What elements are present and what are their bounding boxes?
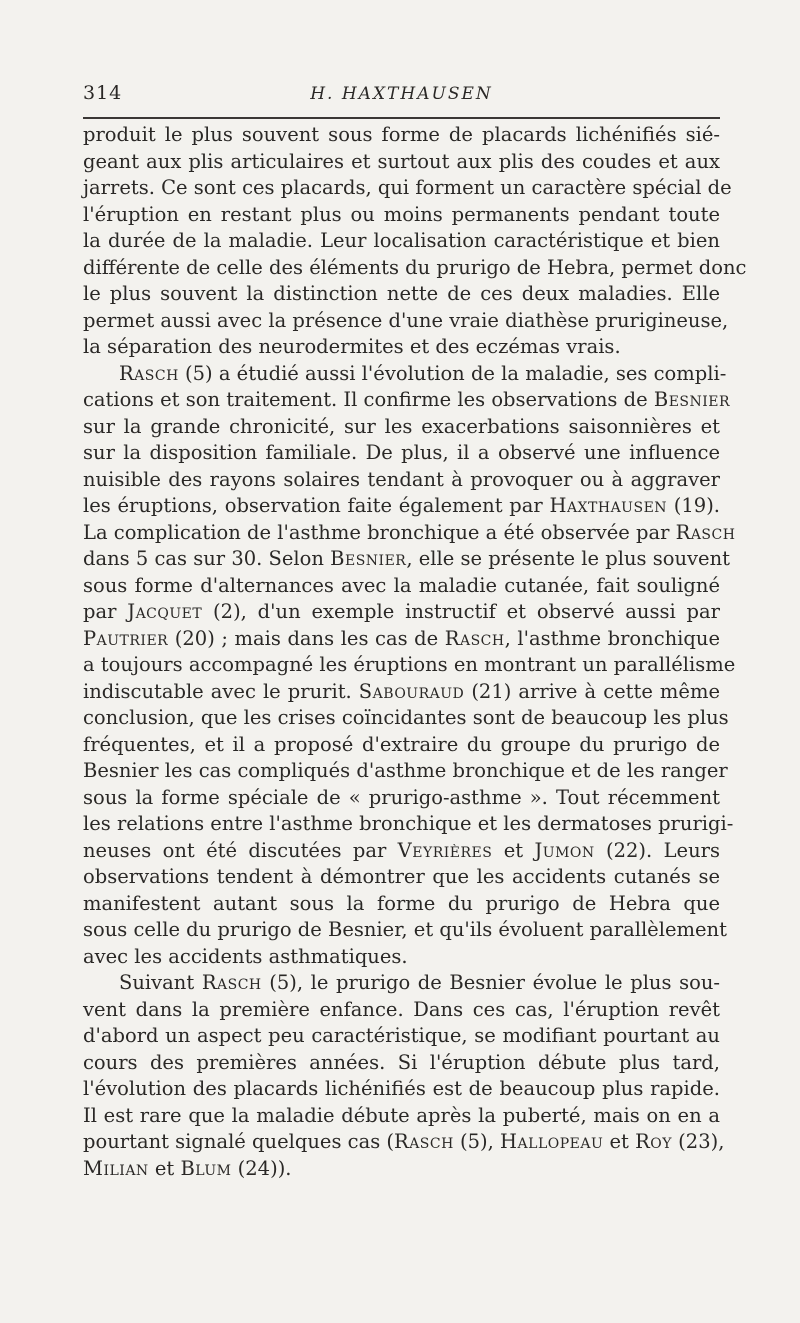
text-line <box>83 1156 720 1183</box>
text-segment: (5), le prurigo de Besnier évolue le plus sou- <box>261 971 720 994</box>
text-segment: observations tendent à démontrer que les accidents cutanés se <box>83 865 720 888</box>
text-line <box>83 758 728 785</box>
text-line <box>83 281 720 308</box>
text-line <box>83 679 720 706</box>
text-line <box>83 175 732 202</box>
author-name: Sabouraud <box>358 679 465 703</box>
text-line <box>83 228 720 255</box>
running-title: H. HAXTHAUSEN <box>310 84 493 104</box>
text-line <box>83 149 720 176</box>
text-segment: sous la forme spéciale de « prurigo-asthme ». Tout récemment <box>83 785 720 809</box>
text-line <box>83 520 736 547</box>
text-segment: (20) ; mais dans les cas de <box>168 626 445 650</box>
running-head <box>83 82 720 112</box>
text-line <box>83 202 720 229</box>
text-segment: les relations entre l'asthme bronchique et les dermatoses prurigi- <box>83 812 734 835</box>
text-segment: la séparation des neurodermites et des eczémas vrais. <box>83 335 621 358</box>
text-segment: et <box>492 838 535 862</box>
text-segment: dans 5 cas sur 30. Selon <box>83 547 331 570</box>
text-segment: et <box>603 1130 636 1153</box>
author-name: Jacquet <box>127 600 203 623</box>
text-segment: d'abord un aspect peu caractéristique, se modifiant pourtant au <box>83 1024 720 1047</box>
text-segment: La complication de l'asthme bronchique a été observée par <box>83 520 676 544</box>
text-segment: (23), <box>671 1130 725 1153</box>
text-segment: vent dans la première enfance. Dans ces cas, l'éruption revêt <box>83 997 720 1021</box>
text-line <box>83 1103 720 1130</box>
text-segment: , l'asthme bronchique <box>504 626 720 650</box>
text-line <box>83 626 720 653</box>
text-segment: la durée de la maladie. Leur localisation caractéristique et bien <box>83 229 720 252</box>
text-segment: différente de celle des éléments du prurigo de Hebra, permet donc <box>83 255 747 279</box>
author-name: Blum <box>180 1156 232 1180</box>
text-segment: cations et son traitement. Il confirme les observations de <box>83 388 654 411</box>
page-number: 314 <box>83 82 123 104</box>
text-segment: Il est rare que la maladie débute après la puberté, mais on en a <box>83 1103 720 1127</box>
text-segment: sur la grande chronicité, sur les exacerbations saisonnières et <box>83 414 720 438</box>
text-segment: les éruptions, observation faite également par <box>83 494 550 517</box>
text-line <box>83 838 720 865</box>
text-segment: (21) arrive à cette même <box>464 679 720 703</box>
author-name: Hallopeau <box>500 1130 604 1153</box>
text-line <box>83 891 720 918</box>
text-line <box>83 546 730 573</box>
text-segment: , elle se présente le plus souvent <box>406 547 730 570</box>
text-segment: (19). <box>667 494 720 517</box>
text-line <box>83 1023 720 1050</box>
text-line <box>83 573 720 600</box>
text-segment: pourtant signalé quelques cas ( <box>83 1130 395 1153</box>
text-segment: fréquentes, et il a proposé d'extraire du groupe du prurigo de <box>83 732 720 756</box>
text-line <box>83 387 731 414</box>
text-line <box>83 785 720 812</box>
text-segment: l'évolution des placards lichénifiés est de beaucoup plus rapide. <box>83 1077 720 1100</box>
author-name: Roy <box>635 1130 672 1153</box>
text-segment: (5) a étudié aussi l'évolution de la maladie, ses compli- <box>178 361 727 385</box>
text-segment: conclusion, que les crises coïncidantes sont de beaucoup les plus <box>83 706 729 729</box>
text-line <box>83 917 727 944</box>
text-segment: sur la disposition familiale. De plus, il a observé une influence <box>83 441 720 464</box>
text-line <box>83 334 720 361</box>
text-line <box>83 308 729 335</box>
text-segment: produit le plus souvent sous forme de placards lichénifiés sié- <box>83 123 720 146</box>
text-segment: et <box>148 1156 181 1180</box>
body-text <box>83 122 747 1182</box>
author-name: Besnier <box>653 388 731 411</box>
author-name: Besnier <box>330 547 407 570</box>
header-rule <box>83 117 720 119</box>
text-line <box>83 122 720 149</box>
text-line <box>83 1076 720 1103</box>
author-name: Rasch <box>444 626 505 650</box>
text-line <box>83 255 747 282</box>
author-name: Veyrières <box>397 838 493 862</box>
text-segment: a toujours accompagné les éruptions en montrant un parallélisme <box>83 653 736 676</box>
author-name: Pautrier <box>83 626 169 650</box>
text-line <box>83 599 720 626</box>
text-segment: sous forme d'alternances avec la maladie cutanée, fait souligné <box>83 573 720 597</box>
author-name: Milian <box>83 1156 149 1180</box>
text-segment: avec les accidents asthmatiques. <box>83 944 408 968</box>
text-line <box>83 732 720 759</box>
text-line <box>83 652 736 679</box>
text-line <box>83 414 720 441</box>
text-segment: par <box>83 600 128 623</box>
text-segment: indiscutable avec le prurit. <box>83 679 359 703</box>
author-name: Rasch <box>675 520 736 544</box>
text-segment: sous celle du prurigo de Besnier, et qu'ils évoluent parallèlement <box>83 918 727 941</box>
text-line <box>83 811 734 838</box>
text-line <box>83 440 720 467</box>
text-line <box>83 864 720 891</box>
text-segment: (22). Leurs <box>594 838 720 862</box>
text-line <box>83 1129 725 1156</box>
text-line <box>83 1050 720 1077</box>
text-line <box>83 970 720 997</box>
author-name: Jumon <box>534 838 595 862</box>
text-segment: (24)). <box>231 1156 292 1180</box>
author-name: Haxthausen <box>549 494 668 517</box>
text-line <box>83 361 727 388</box>
text-segment: manifestent autant sous la forme du prurigo de Hebra que <box>83 891 720 915</box>
text-segment: jarrets. Ce sont ces placards, qui forment un caractère spécial de <box>83 176 732 199</box>
text-segment: cours des premières années. Si l'éruption débute plus tard, <box>83 1050 720 1074</box>
text-line <box>83 493 720 520</box>
text-segment: le plus souvent la distinction nette de ces deux maladies. Elle <box>83 282 720 305</box>
text-segment: geant aux plis articulaires et surtout aux plis des coudes et aux <box>83 149 720 173</box>
author-name: Rasch <box>201 971 262 994</box>
text-segment: (2), d'un exemple instructif et observé aussi par <box>202 600 720 623</box>
text-line <box>83 997 720 1024</box>
text-segment: nuisible des rayons solaires tendant à provoquer ou à aggraver <box>83 467 720 491</box>
author-name: Rasch <box>119 361 179 385</box>
text-segment: Besnier les cas compliqués d'asthme bronchique et de les ranger <box>83 759 728 782</box>
text-segment: Suivant <box>119 971 202 994</box>
text-segment: l'éruption en restant plus ou moins permanents pendant toute <box>83 202 720 226</box>
text-segment: (5), <box>453 1130 501 1153</box>
text-line <box>83 467 720 494</box>
author-name: Rasch <box>394 1130 454 1153</box>
text-line <box>83 705 729 732</box>
text-segment: neuses ont été discutées par <box>83 838 398 862</box>
text-segment: permet aussi avec la présence d'une vraie diathèse prurigineuse, <box>83 308 729 332</box>
text-line <box>83 944 720 971</box>
